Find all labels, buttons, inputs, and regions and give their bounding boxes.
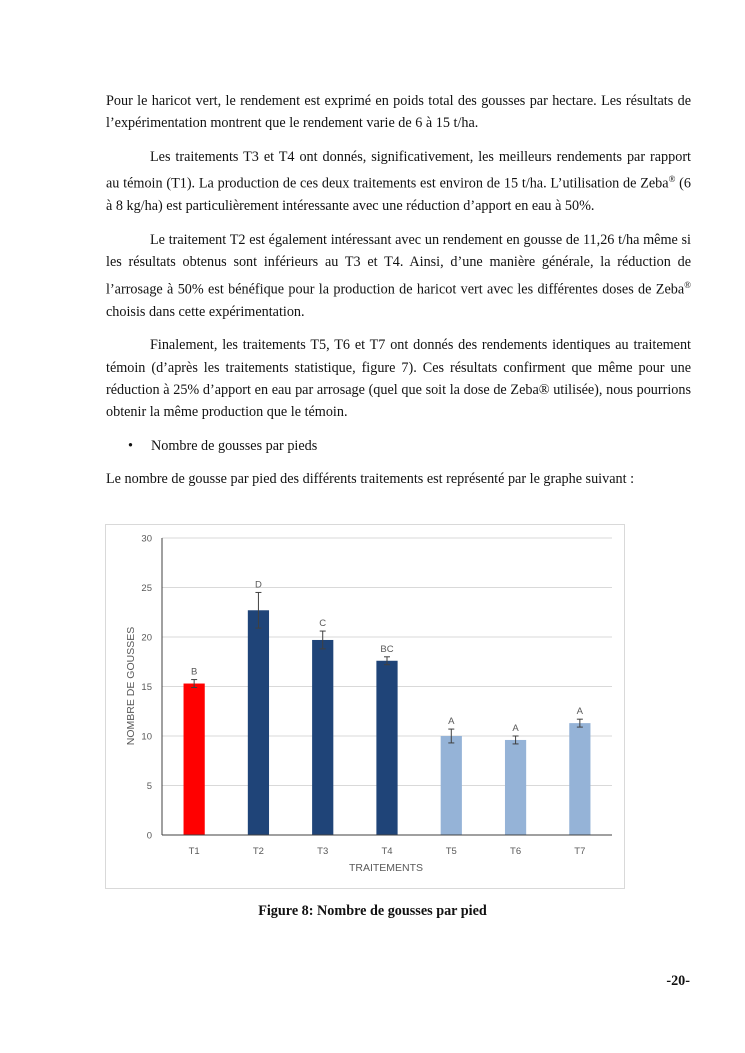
y-tick-label: 20 — [141, 632, 152, 644]
x-axis-label: TRAITEMENTS — [348, 862, 424, 874]
bullet-item — [106, 435, 691, 457]
paragraph-3-part-b: choisis dans cette expérimentation. — [106, 303, 305, 320]
figure-caption: Figure 8: Nombre de gousses par pied — [258, 903, 487, 919]
paragraph-3 — [106, 229, 691, 323]
bullet-dot-icon: • — [128, 437, 133, 454]
paragraph-4: Finalement, les traitements T5, T6 et T7 ont donnés des rendements identiques au traitement témoin (d’après les traitements statistique, figure 7). Ces résultats confirment que même pour une réduction à 25% d’apport en eau par arrosage (quel que soit la dose de Zeba® utilisée), nous pourrions obtenir la même production que le témoin. — [106, 337, 691, 421]
y-tick-label: 10 — [141, 731, 152, 743]
y-tick-label: 15 — [141, 682, 152, 693]
paragraph-2-part-a: Les traitements T3 et T4 ont donnés, significativement, les meilleurs rendements par rapport au témoin (T1). La production de ces deux traitements est environ de 15 t/ha. L’utilisation de Zeba — [106, 148, 691, 192]
paragraph-2 — [106, 146, 691, 218]
significance-letter: A — [576, 706, 584, 718]
significance-letter: D — [254, 579, 262, 591]
x-tick-label: T2 — [252, 846, 264, 857]
y-tick-label: 25 — [141, 583, 152, 594]
significance-letter: C — [319, 618, 327, 630]
paragraph-5: Le nombre de gousse par pied des différents traitements est représenté par le graphe suivant : — [106, 471, 635, 488]
bar — [569, 723, 590, 835]
bar — [376, 661, 397, 835]
x-tick-label: T4 — [381, 846, 393, 857]
paragraph-2-part-b: (6 à 8 kg/ha) est particulièrement intéressante avec une réduction d’apport en eau à 50%. — [106, 175, 691, 215]
x-tick-label: T5 — [445, 846, 457, 857]
y-tick-label: 0 — [146, 830, 152, 842]
paragraph-3-part-a: Le traitement T2 est également intéressant avec un rendement en gousse de 11,26 t/ha même si les résultats obtenus sont inférieurs au T3 et T4. Ainsi, d’une manière générale, la réduction de l’arrosage à 50% est bénéfique pour la production de haricot vert avec les différentes doses de Zeba — [106, 231, 691, 298]
bar — [184, 684, 205, 835]
significance-letter: BC — [380, 643, 394, 655]
significance-letter: B — [190, 666, 198, 678]
y-tick-label: 30 — [141, 533, 152, 545]
x-tick-label: T6 — [510, 846, 522, 857]
x-tick-label: T1 — [188, 846, 200, 857]
bar — [248, 610, 269, 835]
y-axis-label: NOMBRE DE GOUSSES — [125, 626, 137, 746]
significance-letter: A — [512, 723, 519, 734]
chart-frame — [105, 524, 625, 889]
bar-chart — [106, 525, 624, 888]
paragraph-1: Pour le haricot vert, le rendement est exprimé en poids total des gousses par hectare. Les résultats de l’expérimentation montrent que le rendement varie de 6 à 15 t/ha. — [106, 93, 691, 132]
bar — [441, 736, 462, 835]
bar — [312, 640, 333, 835]
y-axis-ticks — [141, 534, 152, 842]
x-axis-ticks — [189, 846, 586, 857]
registered-mark: ® — [668, 174, 676, 185]
bar — [505, 740, 526, 835]
bullet-text: Nombre de gousses par pieds — [151, 437, 318, 454]
significance-letter: A — [448, 716, 455, 728]
body-text — [106, 90, 691, 502]
x-tick-label: T3 — [317, 846, 329, 857]
registered-mark: ® — [684, 279, 691, 290]
page-number: -20- — [666, 973, 690, 989]
x-tick-label: T7 — [574, 846, 586, 857]
y-tick-label: 5 — [146, 781, 152, 792]
